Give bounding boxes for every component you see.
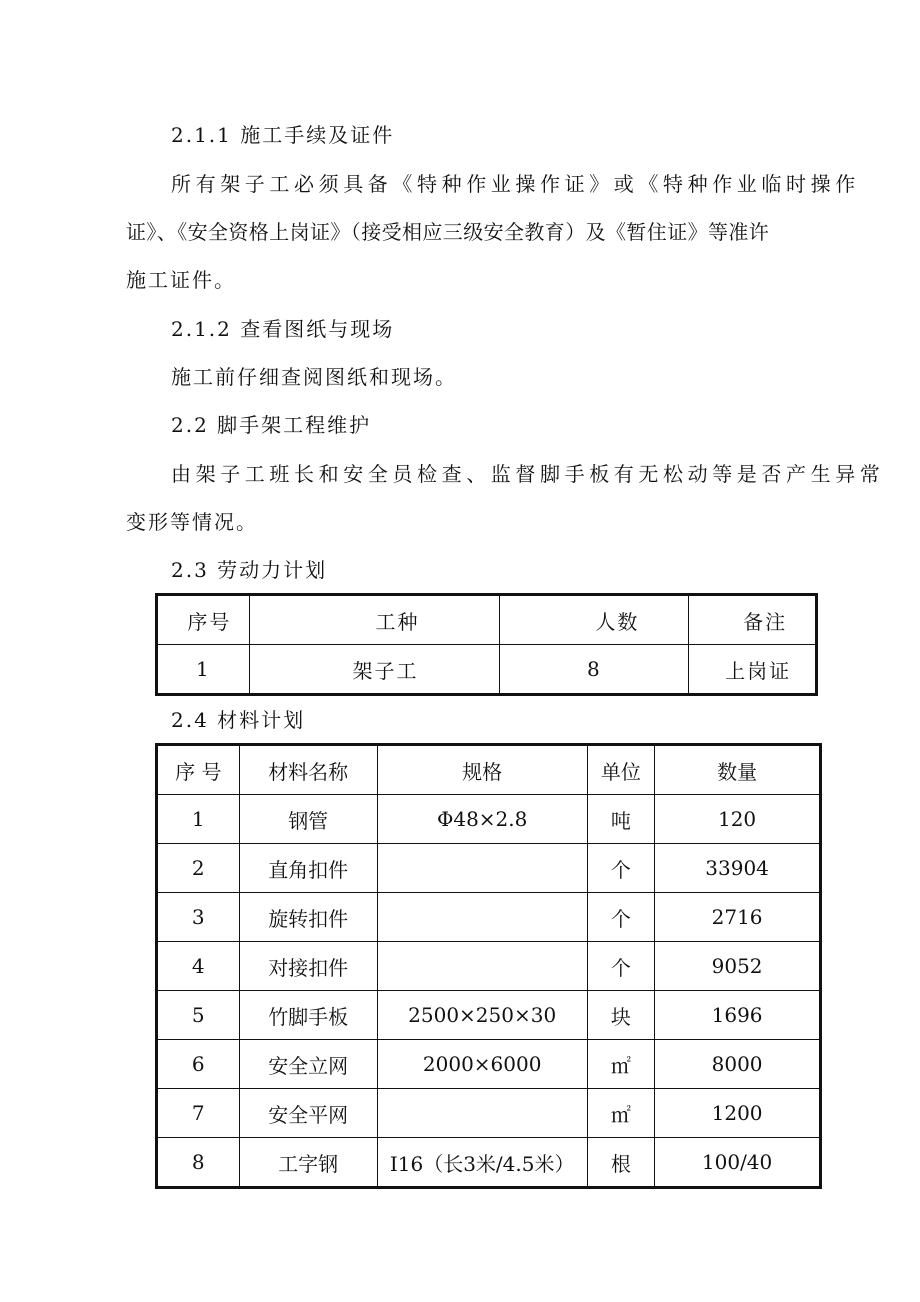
material-header-unit: 单位 — [587, 745, 655, 795]
material-cell-unit: ㎡ — [587, 1089, 655, 1138]
material-plan-table — [155, 743, 822, 1189]
material-cell-name: 对接扣件 — [239, 942, 377, 991]
material-cell-unit: ㎡ — [587, 1040, 655, 1089]
material-cell-seq: 6 — [157, 1040, 240, 1089]
material-cell-spec: Φ48×2.8 — [377, 795, 587, 844]
labor-header-remark: 备注 — [689, 595, 817, 645]
section-2-2-paragraph-line-1: 由架子工班长和安全员检查、监督脚手板有无松动等是否产生异常 — [171, 462, 885, 486]
labor-cell-remark: 上岗证 — [689, 645, 817, 695]
material-cell-quantity: 2716 — [655, 893, 821, 942]
material-cell-spec — [377, 844, 587, 893]
section-2-1-1-paragraph-line-1: 所有架子工必须具备《特种作业操作证》或《特种作业临时操作 — [171, 172, 860, 196]
material-cell-name: 安全立网 — [239, 1040, 377, 1089]
material-cell-quantity: 9052 — [655, 942, 821, 991]
material-cell-quantity: 100/40 — [655, 1138, 821, 1188]
table-row — [157, 991, 821, 1040]
section-2-1-1-paragraph-line-3: 施工证件。 — [126, 268, 236, 292]
material-cell-seq: 4 — [157, 942, 240, 991]
table-row — [157, 1089, 821, 1138]
table-row — [157, 1040, 821, 1089]
material-cell-spec — [377, 942, 587, 991]
material-cell-spec: 2000×6000 — [377, 1040, 587, 1089]
table-row — [157, 844, 821, 893]
material-cell-unit: 个 — [587, 942, 655, 991]
section-2-2-title: 2.2 脚手架工程维护 — [171, 413, 372, 437]
labor-plan-table — [155, 593, 818, 696]
material-cell-seq: 7 — [157, 1089, 240, 1138]
section-2-3-title: 2.3 劳动力计划 — [171, 558, 328, 582]
material-cell-quantity: 1696 — [655, 991, 821, 1040]
material-cell-spec — [377, 893, 587, 942]
labor-header-count: 人数 — [500, 595, 689, 645]
material-cell-seq: 8 — [157, 1138, 240, 1188]
material-header-spec: 规格 — [377, 745, 587, 795]
material-table-header-row — [157, 745, 821, 795]
material-header-name: 材料名称 — [239, 745, 377, 795]
section-2-1-2-paragraph: 施工前仔细查阅图纸和现场。 — [171, 365, 457, 389]
labor-cell-count: 8 — [500, 645, 689, 695]
material-cell-name: 钢管 — [239, 795, 377, 844]
material-cell-spec: I16（长3米/4.5米） — [377, 1138, 587, 1188]
labor-table-header-row — [157, 595, 817, 645]
section-2-1-2-title: 2.1.2 查看图纸与现场 — [171, 317, 395, 341]
section-2-1-1-title: 2.1.1 施工手续及证件 — [171, 123, 395, 147]
table-row — [157, 1138, 821, 1188]
table-row — [157, 942, 821, 991]
section-2-2-paragraph-line-2: 变形等情况。 — [126, 510, 258, 534]
material-cell-quantity: 120 — [655, 795, 821, 844]
material-cell-unit: 根 — [587, 1138, 655, 1188]
table-row — [157, 893, 821, 942]
labor-cell-seq: 1 — [157, 645, 250, 695]
material-cell-unit: 个 — [587, 844, 655, 893]
material-cell-name: 直角扣件 — [239, 844, 377, 893]
labor-header-seq: 序号 — [157, 595, 250, 645]
table-row — [157, 645, 817, 695]
material-cell-quantity: 1200 — [655, 1089, 821, 1138]
section-2-1-1-paragraph-line-2: 证》、《安全资格上岗证》（接受相应三级安全教育）及《暂住证》等准许 — [126, 220, 770, 244]
material-cell-name: 工字钢 — [239, 1138, 377, 1188]
material-header-seq: 序 号 — [157, 745, 240, 795]
labor-cell-trade: 架子工 — [249, 645, 500, 695]
material-cell-seq: 5 — [157, 991, 240, 1040]
section-2-4-title: 2.4 材料计划 — [171, 708, 306, 732]
material-header-quantity: 数量 — [655, 745, 821, 795]
table-row — [157, 795, 821, 844]
material-cell-seq: 1 — [157, 795, 240, 844]
material-cell-name: 竹脚手板 — [239, 991, 377, 1040]
material-cell-unit: 块 — [587, 991, 655, 1040]
material-cell-name: 旋转扣件 — [239, 893, 377, 942]
material-cell-name: 安全平网 — [239, 1089, 377, 1138]
material-cell-quantity: 33904 — [655, 844, 821, 893]
material-cell-quantity: 8000 — [655, 1040, 821, 1089]
material-cell-seq: 3 — [157, 893, 240, 942]
material-cell-seq: 2 — [157, 844, 240, 893]
material-cell-spec: 2500×250×30 — [377, 991, 587, 1040]
material-cell-spec — [377, 1089, 587, 1138]
labor-header-trade: 工种 — [249, 595, 500, 645]
material-cell-unit: 吨 — [587, 795, 655, 844]
material-cell-unit: 个 — [587, 893, 655, 942]
